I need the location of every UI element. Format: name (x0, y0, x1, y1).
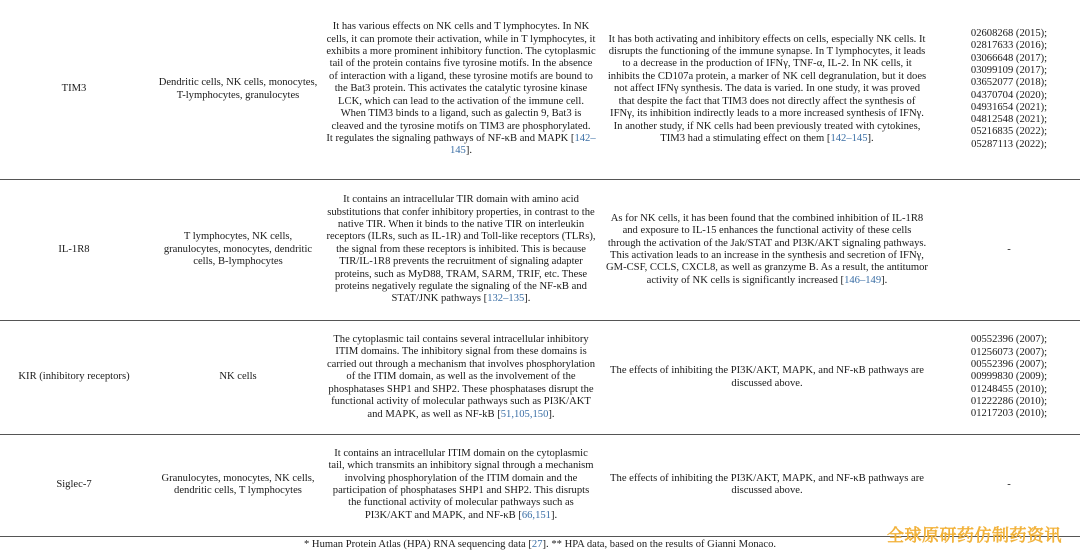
effects-text: The effects of inhibiting the PI3K/AKT, MAPK, and NF-κB pathways are discussed above. (610, 472, 924, 496)
table-row-il1r8 (0, 180, 1080, 320)
effects-text: As for NK cells, it has been found that the combined inhibition of IL-1R8 and exposure to IL-15 enhances the functional activity of these cells through the activation of the Jak/STAT and PI3K/AKT signaling pathways. This activation leads to an increase in the synthesis and secretion of IFNγ, GM-CSF, CCLS, CXCL8, as well as granzyme B. As a result, the antitumor activity of NK cells is significantly increased [146–149]. (606, 212, 928, 286)
citation-link[interactable]: 27 (531, 539, 543, 550)
table-row-kir (0, 321, 1080, 434)
mechanism-text: It has various effects on NK cells and T lymphocytes. In NK cells, it can promote their activation, while in T lymphocytes, it exhibits a more prominent inhibitory function. The cytoplasmic tail of the protein contains five tyrosine motifs. In the absence of interaction with a ligand, these tyrosine motifs are bound to the Bat3 protein. This activates the catalytic tyrosine kinase LCK, which can lead to the activation of the immune cell. When TIM3 binds to a ligand, such as galectin 9, Bat3 is cleaved and the tyrosine motifs on TIM3 are phosphorylated. It regulates the signaling pathways of NF-κB and MAPK [142–145]. (326, 21, 596, 157)
trial-ids: - (1007, 243, 1011, 255)
trial-id: 03652077 (2018); (970, 77, 1048, 89)
receptor-name: IL-1R8 (58, 243, 90, 255)
table-row-siglec7 (0, 435, 1080, 535)
table-row-tim3 (0, 0, 1080, 179)
mechanism-text: It contains an intracellular ITIM domain on the cytoplasmic tail, which transmits an inhibitory signal through a mechanism involving phosphorylation of the ITIM domain and the participation of phosphatases SHP1 and SHP2. This disrupts the functional activity of molecular pathways such as PI3K/AKT and MAPK, and NF-κB [66,151]. (328, 447, 594, 521)
expressing-cells: Granulocytes, monocytes, NK cells, dendritic cells, T lymphocytes (161, 472, 315, 496)
trial-id: 03099109 (2017); (970, 64, 1048, 76)
trial-id: 01248455 (2010); (970, 383, 1048, 395)
effects-text: It has both activating and inhibitory effects on cells, especially NK cells. It disrupts the functioning of the immune synapse. In T lymphocytes, it leads to a decrease in the production of IFNγ, TNF-α, IL-2. In NK cells, it inhibits the CD107a protein, a marker of NK cell degranulation, but it does not affect IFNγ synthesis. The data is varied. In one study, it was proved that despite the fact that TIM3 does not directly affect the synthesis of IFNγ, its inhibition indirectly leads to a more increased synthesis of IFNγ. In another study, if NK cells had been previously treated with cytokines, TIM3 had a stimulating effect on them [142–145]. (607, 33, 927, 144)
citation-link[interactable]: 51,105,150 (500, 408, 549, 420)
trial-id: 01256073 (2007); (970, 346, 1048, 358)
trial-id: 05216835 (2022); (970, 126, 1048, 138)
trial-ids (940, 321, 1078, 434)
citation-link[interactable]: 66,151 (521, 509, 551, 521)
mechanism-text: The cytoplasmic tail contains several intracellular inhibitory ITIM domains. The inhibitory signal from these domains is carried out through a mechanism that involves phosphorylation of the ITIM domain, as well as the involvement of the phosphatases SHP1 and SHP2. These phosphatases disrupt the functional activity of molecular pathways such as PI3K/AKT and MAPK, as well as NF-kB [51,105,150]. (326, 334, 596, 420)
trial-id: 00552396 (2007); (970, 359, 1048, 371)
effects-text: The effects of inhibiting the PI3K/AKT, MAPK, and NF-κB pathways are discussed above. (610, 365, 924, 389)
watermark-logo: 全球原研药仿制药资讯 (887, 526, 1062, 546)
receptor-name: TIM3 (61, 83, 87, 95)
expressing-cells: Dendritic cells, NK cells, monocytes, T-lymphocytes, granulocytes (158, 77, 318, 101)
trial-id: 04812548 (2021); (970, 114, 1048, 126)
table-footnote: * Human Protein Atlas (HPA) RNA sequencing data [27]. ** HPA data, based on the results of Gianni Monaco. (303, 539, 777, 550)
citation-link[interactable]: 142–145 (830, 132, 868, 144)
citation-link[interactable]: 142–145 (449, 132, 596, 157)
trial-ids: - (1007, 478, 1011, 490)
trial-id: 04931654 (2021); (970, 101, 1048, 113)
trial-id: 00552396 (2007); (970, 334, 1048, 346)
trial-ids (940, 0, 1078, 179)
receptor-name: Siglec-7 (56, 478, 92, 490)
trial-id: 01222286 (2010); (970, 395, 1048, 407)
trial-id: 00999830 (2009); (970, 371, 1048, 383)
trial-id: 02817633 (2016); (970, 40, 1048, 52)
trial-id: 01217203 (2010); (970, 408, 1048, 420)
trial-id: 05287113 (2022); (971, 138, 1047, 150)
trial-id: 03066648 (2017); (970, 52, 1048, 64)
citation-link[interactable]: 132–135 (487, 293, 525, 305)
expressing-cells: T lymphocytes, NK cells, granulocytes, monocytes, dendritic cells, B-lymphocytes (163, 231, 313, 268)
mechanism-text: It contains an intracellular TIR domain with amino acid substitutions that confer inhibitory properties, in contrast to the native TIR. When it binds to the native TIR on interleukin receptors (ILRs, such as IL-1R) and Toll-like receptors (TLRs), the signal from these receptors is inhibited. This is because TIR/IL-1R8 prevents the recruitment of signaling adapter proteins, such as MyD88, TRAM, SARM, TRIF, etc. These proteins negatively regulate the signaling of the NF-κB and STAT/JNK pathways [132–135]. (326, 194, 596, 305)
trial-id: 04370704 (2020); (970, 89, 1048, 101)
citation-link[interactable]: 146–149 (844, 274, 882, 286)
receptor-name: KIR (inhibitory receptors) (18, 371, 130, 383)
trial-id: 02608268 (2015); (970, 28, 1048, 40)
expressing-cells: NK cells (219, 371, 257, 383)
